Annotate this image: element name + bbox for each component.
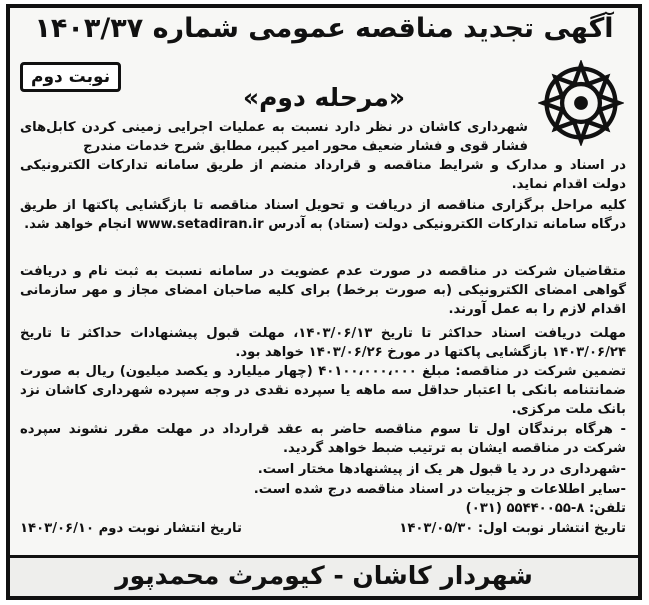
paragraph-intro: شهرداری کاشان در نظر دارد نسبت به عملیات اجرایی زمینی کردن کابل‌های فشار قوی و فشار ضعیف محور امیر کبیر، مطابق شرح خدمات مندرج	[20, 120, 528, 154]
publish-date-second: تاریخ انتشار نوبت دوم ۱۴۰۳/۰۶/۱۰	[20, 521, 242, 536]
tender-notice	[6, 4, 642, 600]
signature-footer: شهردار کاشان - کیومرث محمدپور	[10, 555, 638, 596]
notice-title: آگهی تجدید مناقصه عمومی شماره ۱۴۰۳/۳۷	[34, 13, 614, 44]
paragraph-intro-continued: در اسناد و مدارک و شرایط مناقصه و قرارداد منضم از طریق سامانه تدارکات الکترونیکی دولت اقدام نماید.	[20, 158, 626, 192]
paragraph-deadlines: مهلت دریافت اسناد حداکثر تا تاریخ ۱۴۰۳/۰۶/۱۳، مهلت قبول پیشنهادات حداکثر تا تاریخ ۱۴۰۳/۰۶/۲۴ بازگشایی پاکتها در مورخ ۱۴۰۳/۰۶/۲۶ خواهد بود.	[20, 326, 626, 360]
paragraph-process	[20, 196, 626, 234]
process-text-end: انجام خواهد شد.	[24, 217, 137, 232]
paragraph-discretion: -شهرداری در رد یا قبول هر یک از پیشنهادها مختار است.	[257, 462, 626, 477]
setad-url-link[interactable]: www.setadiran.ir	[136, 217, 264, 232]
paragraph-other-info: -سایر اطلاعات و جزییات در اسناد مناقصه درج شده است.	[253, 482, 626, 497]
paragraph-registration: متقاضیان شرکت در مناقصه در صورت عدم عضویت در سامانه نسبت به ثبت نام و دریافت گواهی امضای الکترونیکی (به صورت برخط) برای کلیه صاحبان امضای مجاز و مهر سازمانی اقدام لازم را به عمل آورند.	[20, 264, 626, 317]
phone-number: تلفن: ۸-۵۵۴۴۰۰۵۵ (۰۳۱)	[465, 501, 626, 516]
paragraph-forfeit: - هرگاه برندگان اول تا سوم مناقصه حاضر به عقد قرارداد در مهلت مقرر نشوند سپرده شرکت در مناقصه ایشان به ترتیب ضبط خواهد گردید.	[20, 422, 626, 456]
process-text: کلیه مراحل برگزاری مناقصه از دریافت و تحویل اسناد مناقصه تا بازگشایی پاکتها از طریق درگاه سامانه تدارکات الکترونیکی دولت (ستاد) به آدرس	[20, 198, 626, 232]
stage-heading: «مرحله دوم»	[242, 83, 406, 112]
publish-date-first: تاریخ انتشار نوبت اول: ۱۴۰۳/۰۵/۳۰	[399, 521, 626, 536]
publish-dates	[20, 521, 626, 543]
round-badge: نوبت دوم	[20, 62, 121, 92]
paragraph-guarantee: تضمین شرکت در مناقصه: مبلغ ۴۰۱۰۰،۰۰۰،۰۰۰ (چهار میلیارد و یکصد میلیون) ریال به صورت ضمانتنامه بانکی با اعتبار حداقل سه ماهه یا سپرده نقدی در وجه سپرده شهرداری کاشان نزد بانک ملت مرکزی.	[20, 364, 626, 417]
municipality-logo-icon	[538, 60, 624, 146]
